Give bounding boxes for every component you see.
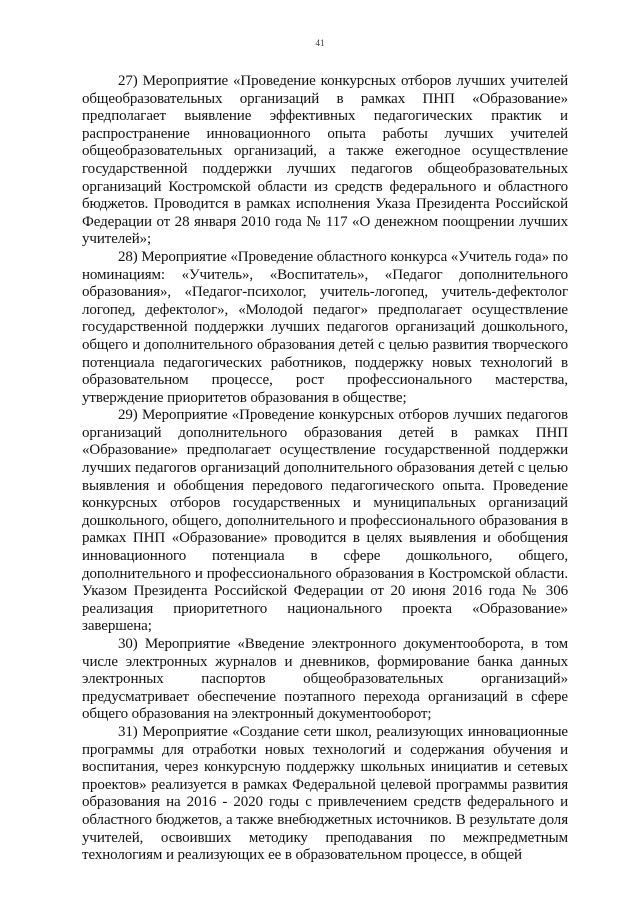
paragraph-30: 30) Мероприятие «Введение электронного документооборота, в том числе электронных журналов и дневников, формирование банка данных электронных паспортов общеобразовательных организаций» предусматривает обеспечение поэтапного перехода организаций в сфере общего образования на электронный документооборот; — [82, 636, 568, 723]
paragraph-28: 28) Мероприятие «Проведение областного конкурса «Учитель года» по номинациям: «Учитель», «Воспитатель», «Педагог дополнительного образования», «Педагог-психолог, учитель-логопед, учитель-дефектолог логопед, дефектолог», «Молодой педагог» предполагает осуществление государственной поддержки лучших педагогов организаций дошкольного, общего и дополнительного образования детей с целью развития творческого потенциала педагогических работников, поддержку новых технологий в образовательном процессе, рост профессионального мастерства, утверждение приоритетов образования в обществе; — [82, 248, 568, 406]
paragraph-29: 29) Мероприятие «Проведение конкурсных отборов лучших педагогов организаций дополнительного образования детей в рамках ПНП «Образование» предполагает осуществление государственной поддержки лучших педагогов организаций дополнительного образования детей с целью выявления и обобщения передового педагогического опыта. Проведение конкурсных отборов государственных и муниципальных организаций дошкольного, общего, дополнительного и профессионального образования в рамках ПНП «Образование» проводится в целях выявления и обобщения инновационного потенциала в сфере дошкольного, общего, дополнительного и профессионального образования в Костромской области. Указом Президента Российской Федерации от 20 июня 2016 года № 306 реализация приоритетного национального проекта «Образование» завершена; — [82, 407, 568, 635]
page-number: 41 — [315, 38, 325, 48]
paragraph-27: 27) Мероприятие «Проведение конкурсных отборов лучших учителей общеобразовательных организаций в рамках ПНП «Образование» предполагает выявление эффективных педагогических практик и распространение инновационного опыта работы лучших учителей общеобразовательных организаций, а также ежегодное осуществление государственной поддержки лучших педагогов общеобразовательных организаций Костромской области из средств федерального и областного бюджетов. Проводится в рамках исполнения Указа Президента Российской Федерации от 28 января 2010 года № 117 «О денежном поощрении лучших учителей»; — [82, 73, 568, 248]
document-body — [82, 73, 568, 865]
paragraph-31: 31) Мероприятие «Создание сети школ, реализующих инновационные программы для отработки новых технологий и содержания обучения и воспитания, через конкурсную поддержку школьных инициатив и сетевых проектов» реализуется в рамках Федеральной целевой программы развития образования на 2016 - 2020 годы с привлечением средств федерального и областного бюджетов, а также внебюджетных источников. В результате доля учителей, освоивших методику преподавания по межпредметным технологиям и реализующих ее в образовательном процессе, в общей — [82, 723, 568, 864]
